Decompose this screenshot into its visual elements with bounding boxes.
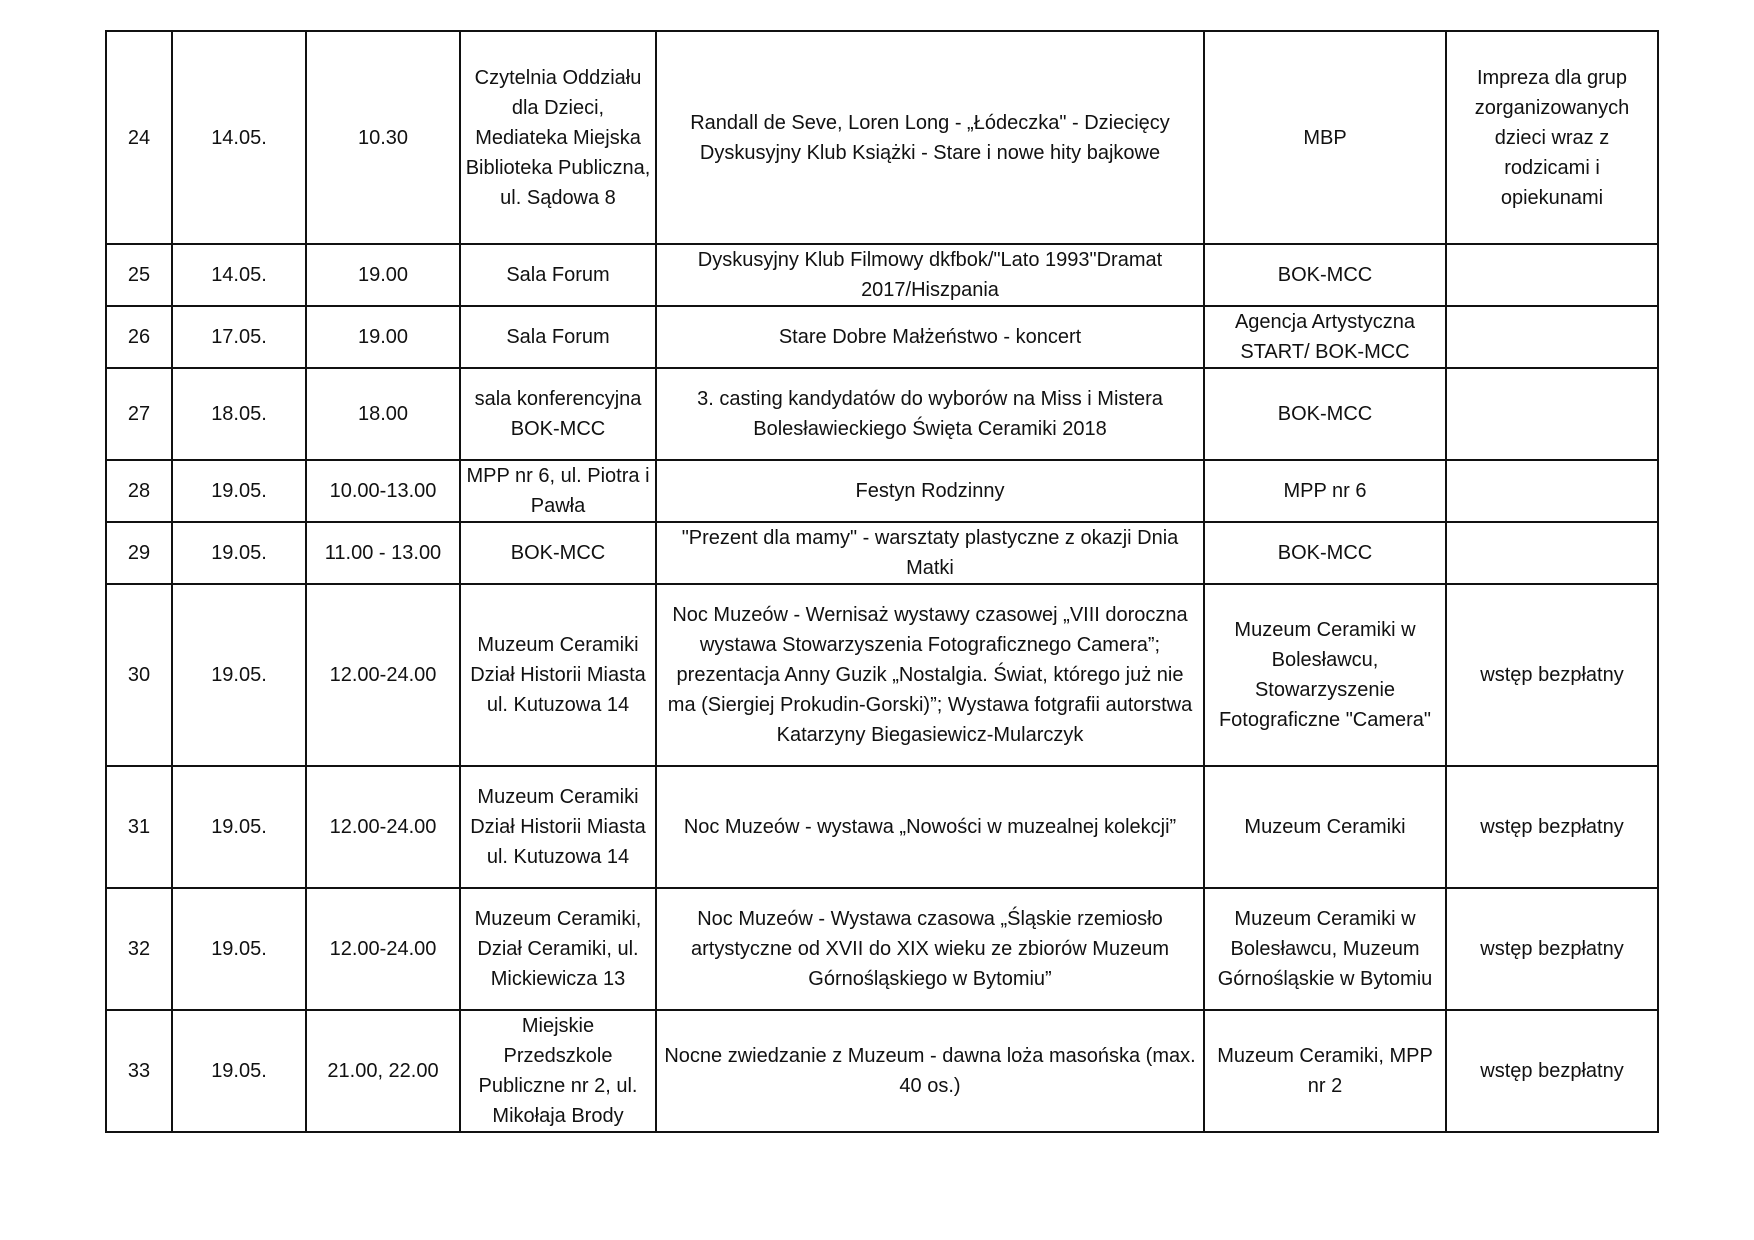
cell-date: 18.05. [172, 368, 306, 460]
cell-organizer: Agencja Artystyczna START/ BOK-MCC [1204, 306, 1446, 368]
cell-organizer: Muzeum Ceramiki [1204, 766, 1446, 888]
cell-notes [1446, 460, 1658, 522]
cell-date: 19.05. [172, 460, 306, 522]
cell-place: Muzeum Ceramiki, Dział Ceramiki, ul. Mickiewicza 13 [460, 888, 656, 1010]
cell-time: 12.00-24.00 [306, 766, 460, 888]
cell-number: 30 [106, 584, 172, 766]
cell-date: 19.05. [172, 888, 306, 1010]
cell-time: 10.30 [306, 31, 460, 244]
table-row [106, 31, 1658, 244]
cell-event: Festyn Rodzinny [656, 460, 1204, 522]
cell-organizer: Muzeum Ceramiki w Bolesławcu, Stowarzyszenie Fotograficzne "Camera" [1204, 584, 1446, 766]
table-row [106, 766, 1658, 888]
cell-notes: wstęp bezpłatny [1446, 766, 1658, 888]
cell-number: 27 [106, 368, 172, 460]
table-row [106, 522, 1658, 584]
cell-number: 25 [106, 244, 172, 306]
table-row [106, 888, 1658, 1010]
cell-number: 32 [106, 888, 172, 1010]
cell-time: 12.00-24.00 [306, 888, 460, 1010]
table-row [106, 460, 1658, 522]
cell-place: BOK-MCC [460, 522, 656, 584]
cell-notes: wstęp bezpłatny [1446, 888, 1658, 1010]
cell-event: Noc Muzeów - Wernisaż wystawy czasowej „VIII doroczna wystawa Stowarzyszenia Fotograficznego Camera”; prezentacja Anny Guzik „Nostalgia. Świat, którego już nie ma (Siergiej Prokudin-Gorski)”; Wystawa fotgrafii autorstwa Katarzyny Biegasiewicz-Mularczyk [656, 584, 1204, 766]
cell-time: 18.00 [306, 368, 460, 460]
cell-place: sala konferencyjna BOK-MCC [460, 368, 656, 460]
cell-event: Stare Dobre Małżeństwo - koncert [656, 306, 1204, 368]
cell-number: 33 [106, 1010, 172, 1132]
table-row [106, 1010, 1658, 1132]
cell-place: Muzeum Ceramiki Dział Historii Miasta ul. Kutuzowa 14 [460, 584, 656, 766]
cell-notes: wstęp bezpłatny [1446, 1010, 1658, 1132]
cell-organizer: BOK-MCC [1204, 522, 1446, 584]
cell-time: 19.00 [306, 244, 460, 306]
cell-event: "Prezent dla mamy" - warsztaty plastyczne z okazji Dnia Matki [656, 522, 1204, 584]
cell-number: 31 [106, 766, 172, 888]
cell-event: Randall de Seve, Loren Long - „Łódeczka" - Dziecięcy Dyskusyjny Klub Książki - Stare i nowe hity bajkowe [656, 31, 1204, 244]
table-row [106, 306, 1658, 368]
cell-event: Nocne zwiedzanie z Muzeum - dawna loża masońska (max. 40 os.) [656, 1010, 1204, 1132]
cell-event: Dyskusyjny Klub Filmowy dkfbok/"Lato 1993"Dramat 2017/Hiszpania [656, 244, 1204, 306]
cell-place: MPP nr 6, ul. Piotra i Pawła [460, 460, 656, 522]
cell-event: 3. casting kandydatów do wyborów na Miss i Mistera Bolesławieckiego Święta Ceramiki 2018 [656, 368, 1204, 460]
cell-time: 21.00, 22.00 [306, 1010, 460, 1132]
cell-event: Noc Muzeów - wystawa „Nowości w muzealnej kolekcji” [656, 766, 1204, 888]
cell-time: 11.00 - 13.00 [306, 522, 460, 584]
cell-date: 19.05. [172, 766, 306, 888]
cell-date: 17.05. [172, 306, 306, 368]
cell-notes: Impreza dla grup zorganizowanych dzieci wraz z rodzicami i opiekunami [1446, 31, 1658, 244]
cell-event: Noc Muzeów - Wystawa czasowa „Śląskie rzemiosło artystyczne od XVII do XIX wieku ze zbiorów Muzeum Górnośląskiego w Bytomiu” [656, 888, 1204, 1010]
cell-organizer: MBP [1204, 31, 1446, 244]
cell-number: 29 [106, 522, 172, 584]
cell-notes [1446, 306, 1658, 368]
cell-date: 19.05. [172, 584, 306, 766]
cell-time: 10.00-13.00 [306, 460, 460, 522]
cell-notes: wstęp bezpłatny [1446, 584, 1658, 766]
cell-number: 28 [106, 460, 172, 522]
cell-time: 19.00 [306, 306, 460, 368]
cell-organizer: MPP nr 6 [1204, 460, 1446, 522]
table-row [106, 584, 1658, 766]
table-row [106, 368, 1658, 460]
cell-organizer: Muzeum Ceramiki, MPP nr 2 [1204, 1010, 1446, 1132]
cell-number: 24 [106, 31, 172, 244]
cell-time: 12.00-24.00 [306, 584, 460, 766]
cell-organizer: Muzeum Ceramiki w Bolesławcu, Muzeum Górnośląskie w Bytomiu [1204, 888, 1446, 1010]
cell-place: Sala Forum [460, 306, 656, 368]
cell-date: 14.05. [172, 244, 306, 306]
cell-date: 19.05. [172, 1010, 306, 1132]
cell-date: 14.05. [172, 31, 306, 244]
events-table [105, 30, 1659, 1133]
cell-notes [1446, 522, 1658, 584]
table-row [106, 244, 1658, 306]
cell-organizer: BOK-MCC [1204, 368, 1446, 460]
cell-organizer: BOK-MCC [1204, 244, 1446, 306]
cell-place: Miejskie Przedszkole Publiczne nr 2, ul. Mikołaja Brody [460, 1010, 656, 1132]
cell-date: 19.05. [172, 522, 306, 584]
cell-number: 26 [106, 306, 172, 368]
cell-notes [1446, 368, 1658, 460]
cell-place: Muzeum Ceramiki Dział Historii Miasta ul. Kutuzowa 14 [460, 766, 656, 888]
cell-place: Sala Forum [460, 244, 656, 306]
cell-place: Czytelnia Oddziału dla Dzieci, Mediateka Miejska Biblioteka Publiczna, ul. Sądowa 8 [460, 31, 656, 244]
cell-notes [1446, 244, 1658, 306]
